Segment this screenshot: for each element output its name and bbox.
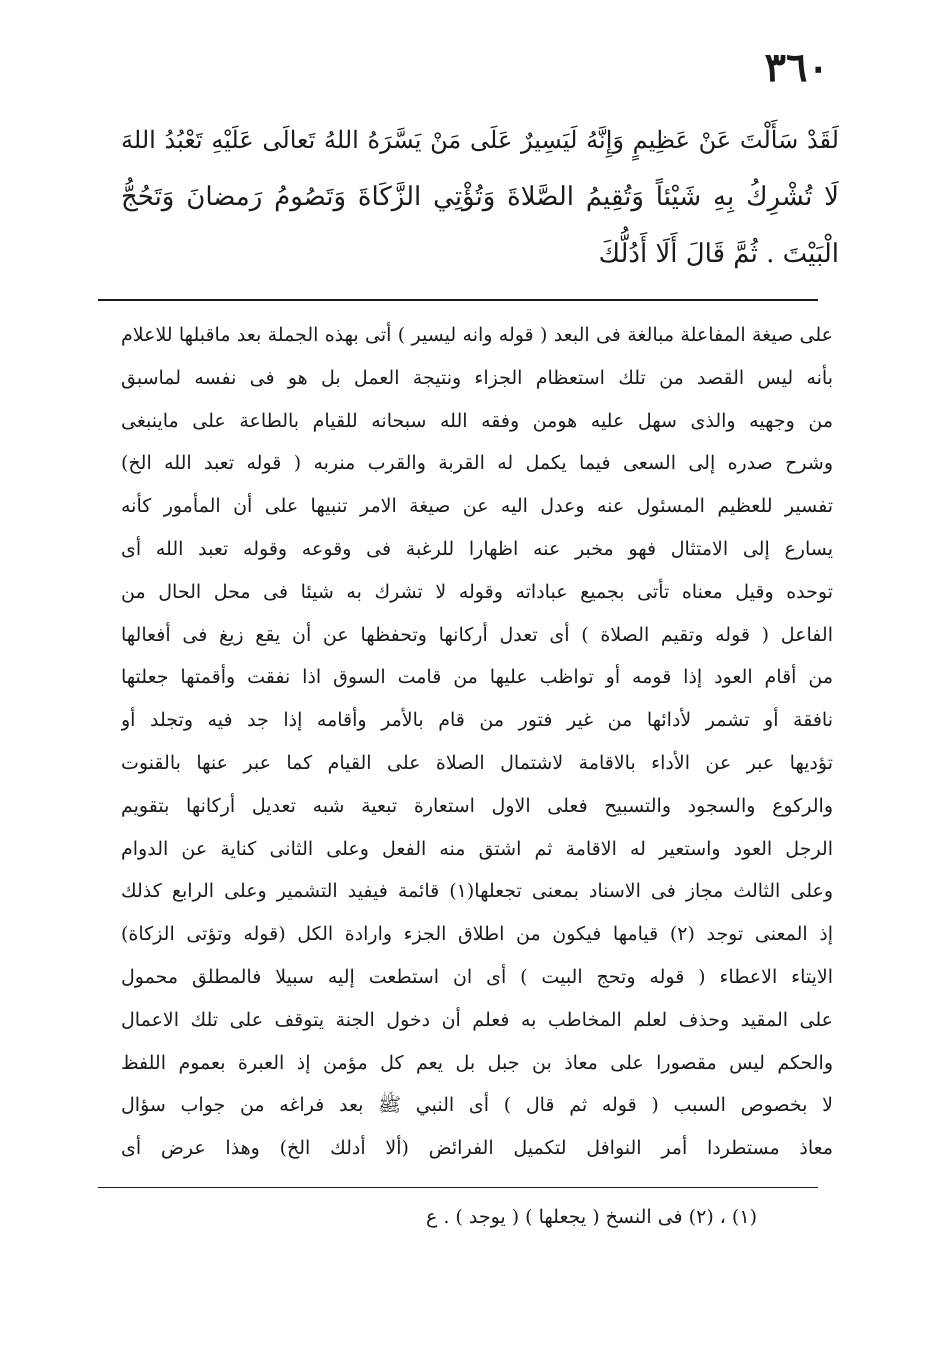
- commentary-line: الايتاء الاعطاء ( قوله وتحج البيت ) أى ان استطعت إليه سبيلا فالمطلق محمول: [121, 965, 833, 988]
- commentary-line: تؤديها عبر عن الأداء بالاقامة لاشتمال الصلاة على القيام كما عبر عنها بالقنوت: [121, 751, 833, 774]
- commentary-line: الرجل العود واستعير له الاقامة ثم اشتق منه الفعل وعلى الثانى كناية عن الدوام: [121, 837, 833, 860]
- page-number: ٣٦٠: [764, 44, 829, 91]
- commentary-line: وعلى الثالث مجاز فى الاسناد بمعنى تجعلها(١) قائمة فيفيد التشمير وعلى الرابع كذلك: [121, 880, 833, 903]
- commentary-line: إذ المعنى توجد (٢) قيامها فيكون من اطلاق الجزء وارادة الكل (قوله وتؤتى الزكاة): [121, 923, 833, 946]
- footnote: (١) ، (٢) فى النسخ ( يجعلها ) ( يوجد ) . ع: [425, 1206, 757, 1228]
- commentary-line: معاذ مستطردا أمر النوافل لتكميل الفرائض (ألا أدلك الخ) وهذا عرض أى: [121, 1137, 833, 1160]
- commentary-line: بأنه ليس القصد من تلك استعظام الجزاء ونتيجة العمل بل هو فى نفسه لماسبق: [121, 366, 833, 389]
- hadith-text: [121, 112, 839, 283]
- commentary-line: يسارع إلى الامتثال فهو مخبر عنه اظهارا للرغبة فى وقوعه وقوله تعبد الله أى: [121, 537, 833, 560]
- footnote-rule: [98, 1187, 818, 1188]
- commentary-line: على صيغة المفاعلة مبالغة فى البعد ( قوله وانه ليسير ) أتى بهذه الجملة بعد ماقبلها للاعلام: [121, 324, 833, 346]
- commentary-line: والحكم ليس مقصورا على معاذ بن جبل بل يعم كل مؤمن إذ العبرة بعموم اللفظ: [121, 1051, 833, 1074]
- commentary-line: توحده وقيل معناه تأتى بجميع عباداته وقوله لا تشرك به شيئا فى محل الحال من: [121, 580, 833, 603]
- hadith-line: لَقَدْ سَأَلْتَ عَنْ عَظِيمٍ وَإِنَّهُ لَيَسِيرٌ عَلَى مَنْ يَسَّرَهُ اللهُ تَعالَى عَلَيْهِ تَعْبُدُ اللهَ: [121, 126, 839, 154]
- commentary-line: تفسير للعظيم المسئول عنه وعدل اليه عن صيغة الامر تنبيها على أن المأمور كأنه: [121, 495, 833, 518]
- hadith-line: لَا تُشْرِكُ بِهِ شَيْئاً وَتُقِيمُ الصَّلاةَ وَتُؤْتِي الزَّكَاةَ وَتَصُومُ رَمضانَ وَتَحُجُّ: [121, 182, 839, 212]
- commentary-line: لا بخصوص السبب ( قوله ثم قال ) أى النبي ﷺ بعد فراغه من جواب سؤال: [121, 1094, 833, 1117]
- commentary-line: وشرح صدره إلى السعى فيما يكمل له القربة والقرب منربه ( قوله تعبد الله الخ): [121, 452, 833, 475]
- commentary-line: الفاعل ( قوله وتقيم الصلاة ) أى تعدل أركانها وتحفظها عن أن يقع زيغ فى أفعالها: [121, 623, 833, 646]
- commentary-line: نافقة أو تشمر لأدائها من غير فتور من قام بالأمر وأقامه إذا جد فيه وتجلد أو: [121, 709, 833, 732]
- commentary-line: والركوع والسجود والتسبيح فعلى الاول استعارة تبعية شبه تعديل أركانها بتقويم: [121, 794, 833, 817]
- commentary-line: من أقام العود إذا قومه أو تواظب عليها من قامت السوق اذا نفقت وأقمتها جعلتها: [121, 666, 833, 689]
- commentary-line: من وجهيه والذى سهل عليه هومن وفقه الله سبحانه للقيام بالطاعة على ماينبغى: [121, 409, 833, 432]
- separator-rule: [98, 299, 818, 301]
- commentary-text: [121, 314, 833, 1170]
- hadith-line: الْبَيْتَ . ثُمَّ قَالَ أَلَا أَدُلُّكَ: [598, 239, 839, 269]
- commentary-line: على المقيد وحذف لعلم المخاطب به فعلم أن دخول الجنة يتوقف على تلك الاعمال: [121, 1008, 833, 1031]
